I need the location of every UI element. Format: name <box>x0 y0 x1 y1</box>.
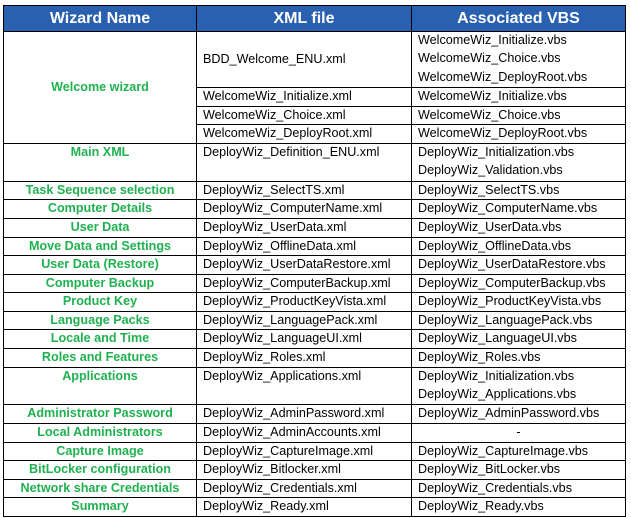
header-associated-vbs: Associated VBS <box>412 6 626 32</box>
xml-file-cell: BDD_Welcome_ENU.xml <box>197 32 412 88</box>
table-row <box>4 218 626 237</box>
table-row <box>4 32 626 88</box>
xml-file-cell: DeployWiz_CaptureImage.xml <box>197 442 412 461</box>
wizard-name-cell: Capture Image <box>4 442 197 461</box>
vbs-cell: DeployWiz_SelectTS.vbs <box>412 181 626 200</box>
vbs-cell: DeployWiz_AdminPassword.vbs <box>412 405 626 424</box>
wizard-name-cell: Network share Credentials <box>4 479 197 498</box>
table-row <box>4 293 626 312</box>
wizard-name-cell: Welcome wizard <box>4 32 197 144</box>
table-row <box>4 405 626 424</box>
xml-file-cell: DeployWiz_Applications.xml <box>197 367 412 405</box>
xml-file-cell: DeployWiz_Ready.xml <box>197 498 412 517</box>
vbs-cell: DeployWiz_OfflineData.vbs <box>412 237 626 256</box>
vbs-cell: DeployWiz_Ready.vbs <box>412 498 626 517</box>
vbs-line: DeployWiz_Applications.vbs <box>418 387 577 402</box>
table-row <box>4 143 626 181</box>
vbs-cell: WelcomeWiz_DeployRoot.vbs <box>412 125 626 144</box>
table-row <box>4 256 626 275</box>
vbs-cell: DeployWiz_Credentials.vbs <box>412 479 626 498</box>
table-row <box>4 237 626 256</box>
table-row <box>4 330 626 349</box>
xml-file-cell: DeployWiz_AdminAccounts.xml <box>197 424 412 443</box>
xml-file-cell: DeployWiz_LanguagePack.xml <box>197 311 412 330</box>
table-row <box>4 200 626 219</box>
header-wizard-name: Wizard Name <box>4 6 197 32</box>
xml-file-cell: DeployWiz_SelectTS.xml <box>197 181 412 200</box>
vbs-cell: WelcomeWiz_Choice.vbs <box>412 106 626 125</box>
wizard-name-cell: Computer Details <box>4 200 197 219</box>
table-row <box>4 442 626 461</box>
xml-file-cell: DeployWiz_ProductKeyVista.xml <box>197 293 412 312</box>
header-xml-file: XML file <box>197 6 412 32</box>
xml-file-cell: DeployWiz_Definition_ENU.xml <box>197 143 412 181</box>
wizard-name-cell: Locale and Time <box>4 330 197 349</box>
vbs-cell: DeployWiz_CaptureImage.vbs <box>412 442 626 461</box>
xml-file-cell: DeployWiz_Roles.xml <box>197 349 412 368</box>
wizard-name-cell: Administrator Password <box>4 405 197 424</box>
table-row <box>4 181 626 200</box>
table-row <box>4 461 626 480</box>
xml-file-cell: WelcomeWiz_Choice.xml <box>197 106 412 125</box>
table-row <box>4 424 626 443</box>
vbs-line: WelcomeWiz_Initialize.vbs <box>418 33 567 47</box>
xml-file-cell: DeployWiz_ComputerName.xml <box>197 200 412 219</box>
vbs-cell: DeployWiz_ComputerName.vbs <box>412 200 626 219</box>
xml-file-cell: DeployWiz_AdminPassword.xml <box>197 405 412 424</box>
xml-file-cell: DeployWiz_Credentials.xml <box>197 479 412 498</box>
table-row <box>4 479 626 498</box>
vbs-cell: DeployWiz_Roles.vbs <box>412 349 626 368</box>
vbs-cell: WelcomeWiz_Initialize.vbs <box>412 88 626 107</box>
wizard-name-cell: Product Key <box>4 293 197 312</box>
xml-file-cell: DeployWiz_Bitlocker.xml <box>197 461 412 480</box>
vbs-cell: DeployWiz_LanguagePack.vbs <box>412 311 626 330</box>
wizard-mapping-table <box>3 5 626 517</box>
vbs-cell: DeployWiz_LanguageUI.vbs <box>412 330 626 349</box>
wizard-name-cell: Main XML <box>4 143 197 181</box>
xml-file-cell: DeployWiz_LanguageUI.xml <box>197 330 412 349</box>
vbs-cell: DeployWiz_UserData.vbs <box>412 218 626 237</box>
vbs-cell: DeployWiz_ProductKeyVista.vbs <box>412 293 626 312</box>
vbs-cell <box>412 367 626 405</box>
xml-file-cell: DeployWiz_OfflineData.xml <box>197 237 412 256</box>
wizard-name-cell: Computer Backup <box>4 274 197 293</box>
table-row <box>4 311 626 330</box>
wizard-name-cell: Move Data and Settings <box>4 237 197 256</box>
xml-file-cell: WelcomeWiz_DeployRoot.xml <box>197 125 412 144</box>
vbs-line: WelcomeWiz_DeployRoot.vbs <box>418 69 588 84</box>
vbs-line: WelcomeWiz_Choice.vbs <box>418 51 561 66</box>
table-row <box>4 367 626 405</box>
vbs-cell <box>412 143 626 181</box>
wizard-name-cell: Roles and Features <box>4 349 197 368</box>
wizard-name-cell: Summary <box>4 498 197 517</box>
wizard-name-cell: BitLocker configuration <box>4 461 197 480</box>
header-row <box>4 6 626 32</box>
table-row <box>4 349 626 368</box>
vbs-cell: DeployWiz_BitLocker.vbs <box>412 461 626 480</box>
wizard-name-cell: Language Packs <box>4 311 197 330</box>
xml-file-cell: DeployWiz_UserDataRestore.xml <box>197 256 412 275</box>
wizard-name-cell: Task Sequence selection <box>4 181 197 200</box>
vbs-cell: DeployWiz_UserDataRestore.vbs <box>412 256 626 275</box>
vbs-line: DeployWiz_Initialization.vbs <box>418 368 575 383</box>
table-row <box>4 274 626 293</box>
wizard-name-cell: Applications <box>4 367 197 405</box>
table-row <box>4 498 626 517</box>
vbs-cell <box>412 32 626 88</box>
xml-file-cell: WelcomeWiz_Initialize.xml <box>197 88 412 107</box>
vbs-cell: - <box>412 424 626 443</box>
wizard-name-cell: Local Administrators <box>4 424 197 443</box>
vbs-line: DeployWiz_Initialization.vbs <box>418 144 575 159</box>
xml-file-cell: DeployWiz_ComputerBackup.xml <box>197 274 412 293</box>
xml-file-cell: DeployWiz_UserData.xml <box>197 218 412 237</box>
vbs-line: DeployWiz_Validation.vbs <box>418 163 563 178</box>
wizard-name-cell: User Data <box>4 218 197 237</box>
wizard-name-cell: User Data (Restore) <box>4 256 197 275</box>
vbs-cell: DeployWiz_ComputerBackup.vbs <box>412 274 626 293</box>
